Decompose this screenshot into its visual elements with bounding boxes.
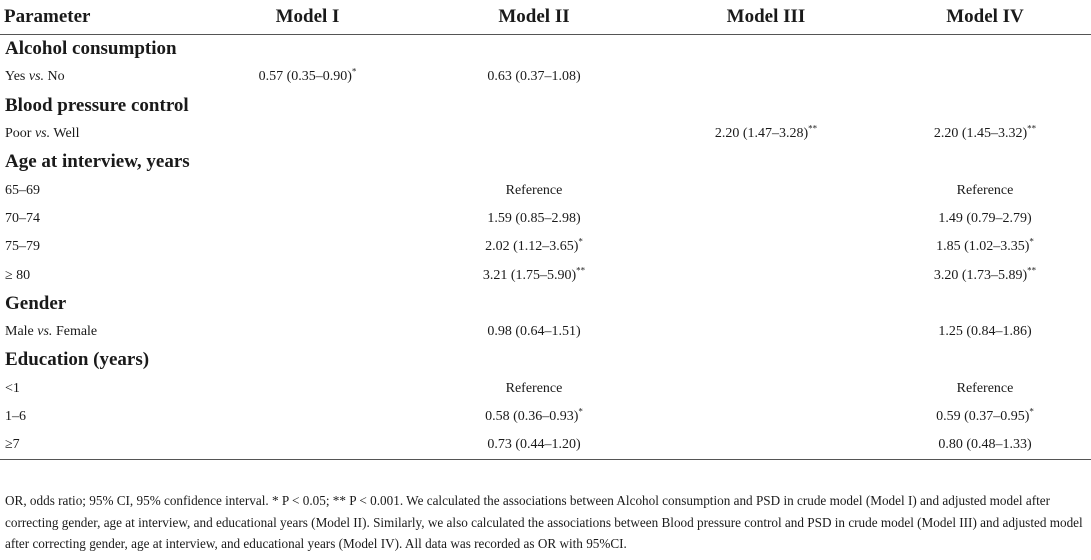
cell-model-3 xyxy=(653,63,879,91)
cell-model-1 xyxy=(200,431,415,460)
cell-model-1 xyxy=(200,318,415,346)
cell-model-3 xyxy=(653,403,879,431)
row-label: <1 xyxy=(5,380,20,396)
section-title: Blood pressure control xyxy=(5,94,189,116)
section-title: Gender xyxy=(5,292,67,314)
cell-model-2: 0.73 (0.44–1.20) xyxy=(415,431,653,460)
cell-model-2: 3.21 (1.75–5.90)** xyxy=(482,264,586,283)
cell-model-3 xyxy=(653,233,879,261)
header-model-2: Model II xyxy=(415,0,653,35)
cell-model-2: 0.63 (0.37–1.08) xyxy=(487,69,581,85)
table-row xyxy=(0,403,1091,431)
cell-model-1 xyxy=(200,205,415,233)
table-row xyxy=(0,176,1091,204)
cell-model-4: 0.80 (0.48–1.33) xyxy=(879,431,1091,460)
cell-model-3 xyxy=(653,176,879,204)
row-label: 75–79 xyxy=(5,239,40,255)
cell-model-1 xyxy=(200,120,415,148)
table-row xyxy=(0,318,1091,346)
cell-model-4: 1.25 (0.84–1.86) xyxy=(938,324,1032,340)
cell-model-2: 2.02 (1.12–3.65)* xyxy=(485,236,583,255)
row-label: Poor vs. Well xyxy=(5,126,80,142)
cell-model-3 xyxy=(653,261,879,289)
cell-model-4: 3.20 (1.73–5.89)** xyxy=(933,264,1037,283)
cell-model-4: 2.20 (1.45–3.32)** xyxy=(933,123,1037,142)
cell-model-3 xyxy=(653,318,879,346)
section-title: Education (years) xyxy=(5,349,150,371)
cell-model-2 xyxy=(415,120,653,148)
header-parameter: Parameter xyxy=(0,0,200,35)
table-row xyxy=(0,205,1091,233)
section-age xyxy=(0,148,1091,176)
cell-model-4: Reference xyxy=(956,182,1014,198)
table-row xyxy=(0,375,1091,403)
cell-model-3 xyxy=(653,205,879,233)
cell-model-1 xyxy=(200,375,415,403)
cell-model-3 xyxy=(653,375,879,403)
row-label: 1–6 xyxy=(5,409,26,424)
header-model-1: Model I xyxy=(200,0,415,35)
row-label: Male vs. Female xyxy=(5,324,98,340)
table-footnote xyxy=(5,490,1087,555)
table-row xyxy=(0,261,1091,289)
cell-model-4: 0.59 (0.37–0.95)* xyxy=(936,406,1034,424)
cell-model-1: 0.57 (0.35–0.90)* xyxy=(258,66,357,85)
row-label: 70–74 xyxy=(5,210,40,226)
cell-model-2: Reference xyxy=(505,380,563,396)
table-header-row xyxy=(0,0,1091,35)
section-education xyxy=(0,346,1091,374)
section-gender xyxy=(0,290,1091,318)
table-row xyxy=(0,233,1091,261)
cell-model-2: 1.59 (0.85–2.98) xyxy=(487,210,581,226)
cell-model-4: 1.85 (1.02–3.35)* xyxy=(936,236,1034,255)
cell-model-3: 2.20 (1.47–3.28)** xyxy=(714,123,818,142)
header-model-4: Model IV xyxy=(879,0,1091,35)
header-model-3: Model III xyxy=(653,0,879,35)
cell-model-1 xyxy=(200,261,415,289)
cell-model-4: Reference xyxy=(956,380,1014,396)
row-label: ≥ 80 xyxy=(5,267,31,283)
row-label: ≥7 xyxy=(0,431,200,460)
cell-model-4: 1.49 (0.79–2.79) xyxy=(938,210,1032,226)
cell-model-4 xyxy=(879,63,1091,91)
section-title: Alcohol consumption xyxy=(5,38,177,60)
section-title: Age at interview, years xyxy=(5,151,190,173)
cell-model-3 xyxy=(653,431,879,460)
footnote-significance: * P < 0.05; ** P < 0.001. xyxy=(271,493,404,508)
cell-model-1 xyxy=(200,176,415,204)
row-label: 65–69 xyxy=(5,182,40,198)
table-row xyxy=(0,63,1091,91)
cell-model-1 xyxy=(200,403,415,431)
cell-model-2: Reference xyxy=(505,182,563,198)
footnote-description: We calculated the associations between Alcohol consumption and PSD in crude model (Model I) and adjusted model after correcting gender, age at interview, and educational years (Model II). Similarly, we also calculated the associations between Blood pressure control and PSD in crude model (Model III) and adjusted model after correcting gender, age at interview, and educational years (Model IV). All data was recorded as OR with 95%CI. xyxy=(5,493,1083,551)
table-row xyxy=(0,120,1091,148)
cell-model-1 xyxy=(200,233,415,261)
section-alcohol xyxy=(0,35,1091,64)
table-row xyxy=(0,431,1091,460)
row-label: Yes vs. No xyxy=(5,69,65,85)
section-blood-pressure xyxy=(0,92,1091,120)
cell-model-2: 0.98 (0.64–1.51) xyxy=(487,324,581,340)
cell-model-2: 0.58 (0.36–0.93)* xyxy=(485,406,583,424)
footnote-abbreviations: OR, odds ratio; 95% CI, 95% confidence interval. xyxy=(5,493,272,508)
